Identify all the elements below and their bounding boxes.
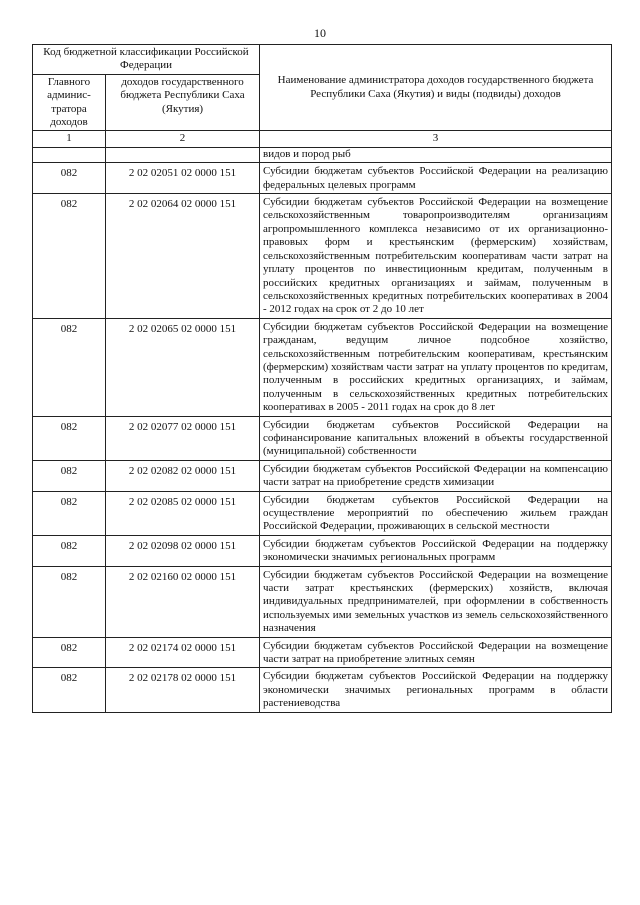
- income-code-cell: 2 02 02174 02 0000 151: [106, 637, 260, 668]
- column-number-1: 1: [33, 131, 106, 147]
- admin-code-cell: 082: [33, 566, 106, 637]
- income-code-cell: 2 02 02098 02 0000 151: [106, 535, 260, 566]
- admin-code-cell: 082: [33, 416, 106, 460]
- table-row: [33, 491, 612, 535]
- continuation-text: видов и пород рыб: [260, 147, 612, 162]
- income-name-cell: Субсидии бюджетам субъектов Российской Федерации на возмещение сельскохозяйственным товаропроизводителям организациям агропромышленного комплекса независимо от их организационно-правовых форм и крестьянским (фермерским) хозяйствам, сельскохозяйственным потребительским кооперативам части затрат на уплату процентов по инвестиционным кредитам, полученным в российских кредитных организациях и займам, полученным в сельскохозяйственных кредитных потребительских кооперативах в 2004 - 2012 годах на срок от 2 до 10 лет: [260, 194, 612, 319]
- name-column-header: Наименование администратора доходов государственного бюджета Республики Саха (Якутия) и виды (подвиды) доходов: [260, 45, 612, 131]
- table-row: [33, 194, 612, 319]
- income-code-cell: 2 02 02065 02 0000 151: [106, 318, 260, 416]
- income-code-cell: 2 02 02051 02 0000 151: [106, 163, 260, 194]
- income-name-cell: Субсидии бюджетам субъектов Российской Федерации на компенсацию части затрат на приобретение средств химизации: [260, 460, 612, 491]
- page-number: 10: [314, 26, 326, 40]
- kbk-header: Код бюджетной классификации Российской Федерации: [33, 45, 260, 75]
- admin-code-cell: 082: [33, 163, 106, 194]
- admin-code-cell: 082: [33, 637, 106, 668]
- income-name-cell: Субсидии бюджетам субъектов Российской Федерации на реализацию федеральных целевых программ: [260, 163, 612, 194]
- admin-code-cell: 082: [33, 460, 106, 491]
- column-number-row: [33, 131, 612, 147]
- admin-code-cell: 082: [33, 668, 106, 712]
- table-row: [33, 668, 612, 712]
- table-row: [33, 460, 612, 491]
- admin-code-cell: 082: [33, 318, 106, 416]
- income-code-cell: 2 02 02077 02 0000 151: [106, 416, 260, 460]
- admin-code-cell: 082: [33, 491, 106, 535]
- admin-code-cell: 082: [33, 535, 106, 566]
- income-column-header: доходов государственного бюджета Республики Саха (Якутия): [106, 74, 260, 131]
- table-row: [33, 637, 612, 668]
- income-name-cell: Субсидии бюджетам субъектов Российской Федерации на возмещение части затрат крестьянских (фермерских) хозяйств, включая индивидуальных предпринимателей, при оформлении в собственность используемых ими земельных участков из земель сельскохозяйственного назначения: [260, 566, 612, 637]
- income-name-cell: Субсидии бюджетам субъектов Российской Федерации на возмещение части затрат на приобретение элитных семян: [260, 637, 612, 668]
- admin-code-cell: 082: [33, 194, 106, 319]
- income-code-cell: 2 02 02064 02 0000 151: [106, 194, 260, 319]
- income-code-cell: 2 02 02082 02 0000 151: [106, 460, 260, 491]
- table-row: [33, 318, 612, 416]
- income-code-cell: 2 02 02160 02 0000 151: [106, 566, 260, 637]
- income-code-cell: 2 02 02085 02 0000 151: [106, 491, 260, 535]
- income-name-cell: Субсидии бюджетам субъектов Российской Федерации на софинансирование капитальных вложений в объекты государственной (муниципальной) собственности: [260, 416, 612, 460]
- income-code-cell: 2 02 02178 02 0000 151: [106, 668, 260, 712]
- continuation-admin-cell: [33, 147, 106, 162]
- table-row: [33, 566, 612, 637]
- income-name-cell: Субсидии бюджетам субъектов Российской Федерации на возмещение гражданам, ведущим личное подсобное хозяйство, сельскохозяйственным потребительским кооперативам, крестьянским (фермерским) хозяйствам части затрат на уплату процентов по кредитам, полученным в российских кредитных организациях, и займам, полученным в сельскохозяйственных кредитных потребительских кооперативах в 2005 - 2011 годах на срок до 8 лет: [260, 318, 612, 416]
- column-number-3: 3: [260, 131, 612, 147]
- budget-classification-table: [32, 44, 612, 713]
- header-row: [33, 45, 612, 75]
- income-name-cell: Субсидии бюджетам субъектов Российской Федерации на поддержку экономически значимых региональных программ в области растениеводства: [260, 668, 612, 712]
- continuation-code-cell: [106, 147, 260, 162]
- table-row: [33, 535, 612, 566]
- income-name-cell: Субсидии бюджетам субъектов Российской Федерации на поддержку экономически значимых региональных программ: [260, 535, 612, 566]
- continuation-row: [33, 147, 612, 162]
- table-row: [33, 416, 612, 460]
- income-name-cell: Субсидии бюджетам субъектов Российской Федерации на осуществление мероприятий по обеспечению жильем граждан Российской Федерации, проживающих в сельской местности: [260, 491, 612, 535]
- column-number-2: 2: [106, 131, 260, 147]
- admin-column-header: Главного админис-тратора доходов: [33, 74, 106, 131]
- table-row: [33, 163, 612, 194]
